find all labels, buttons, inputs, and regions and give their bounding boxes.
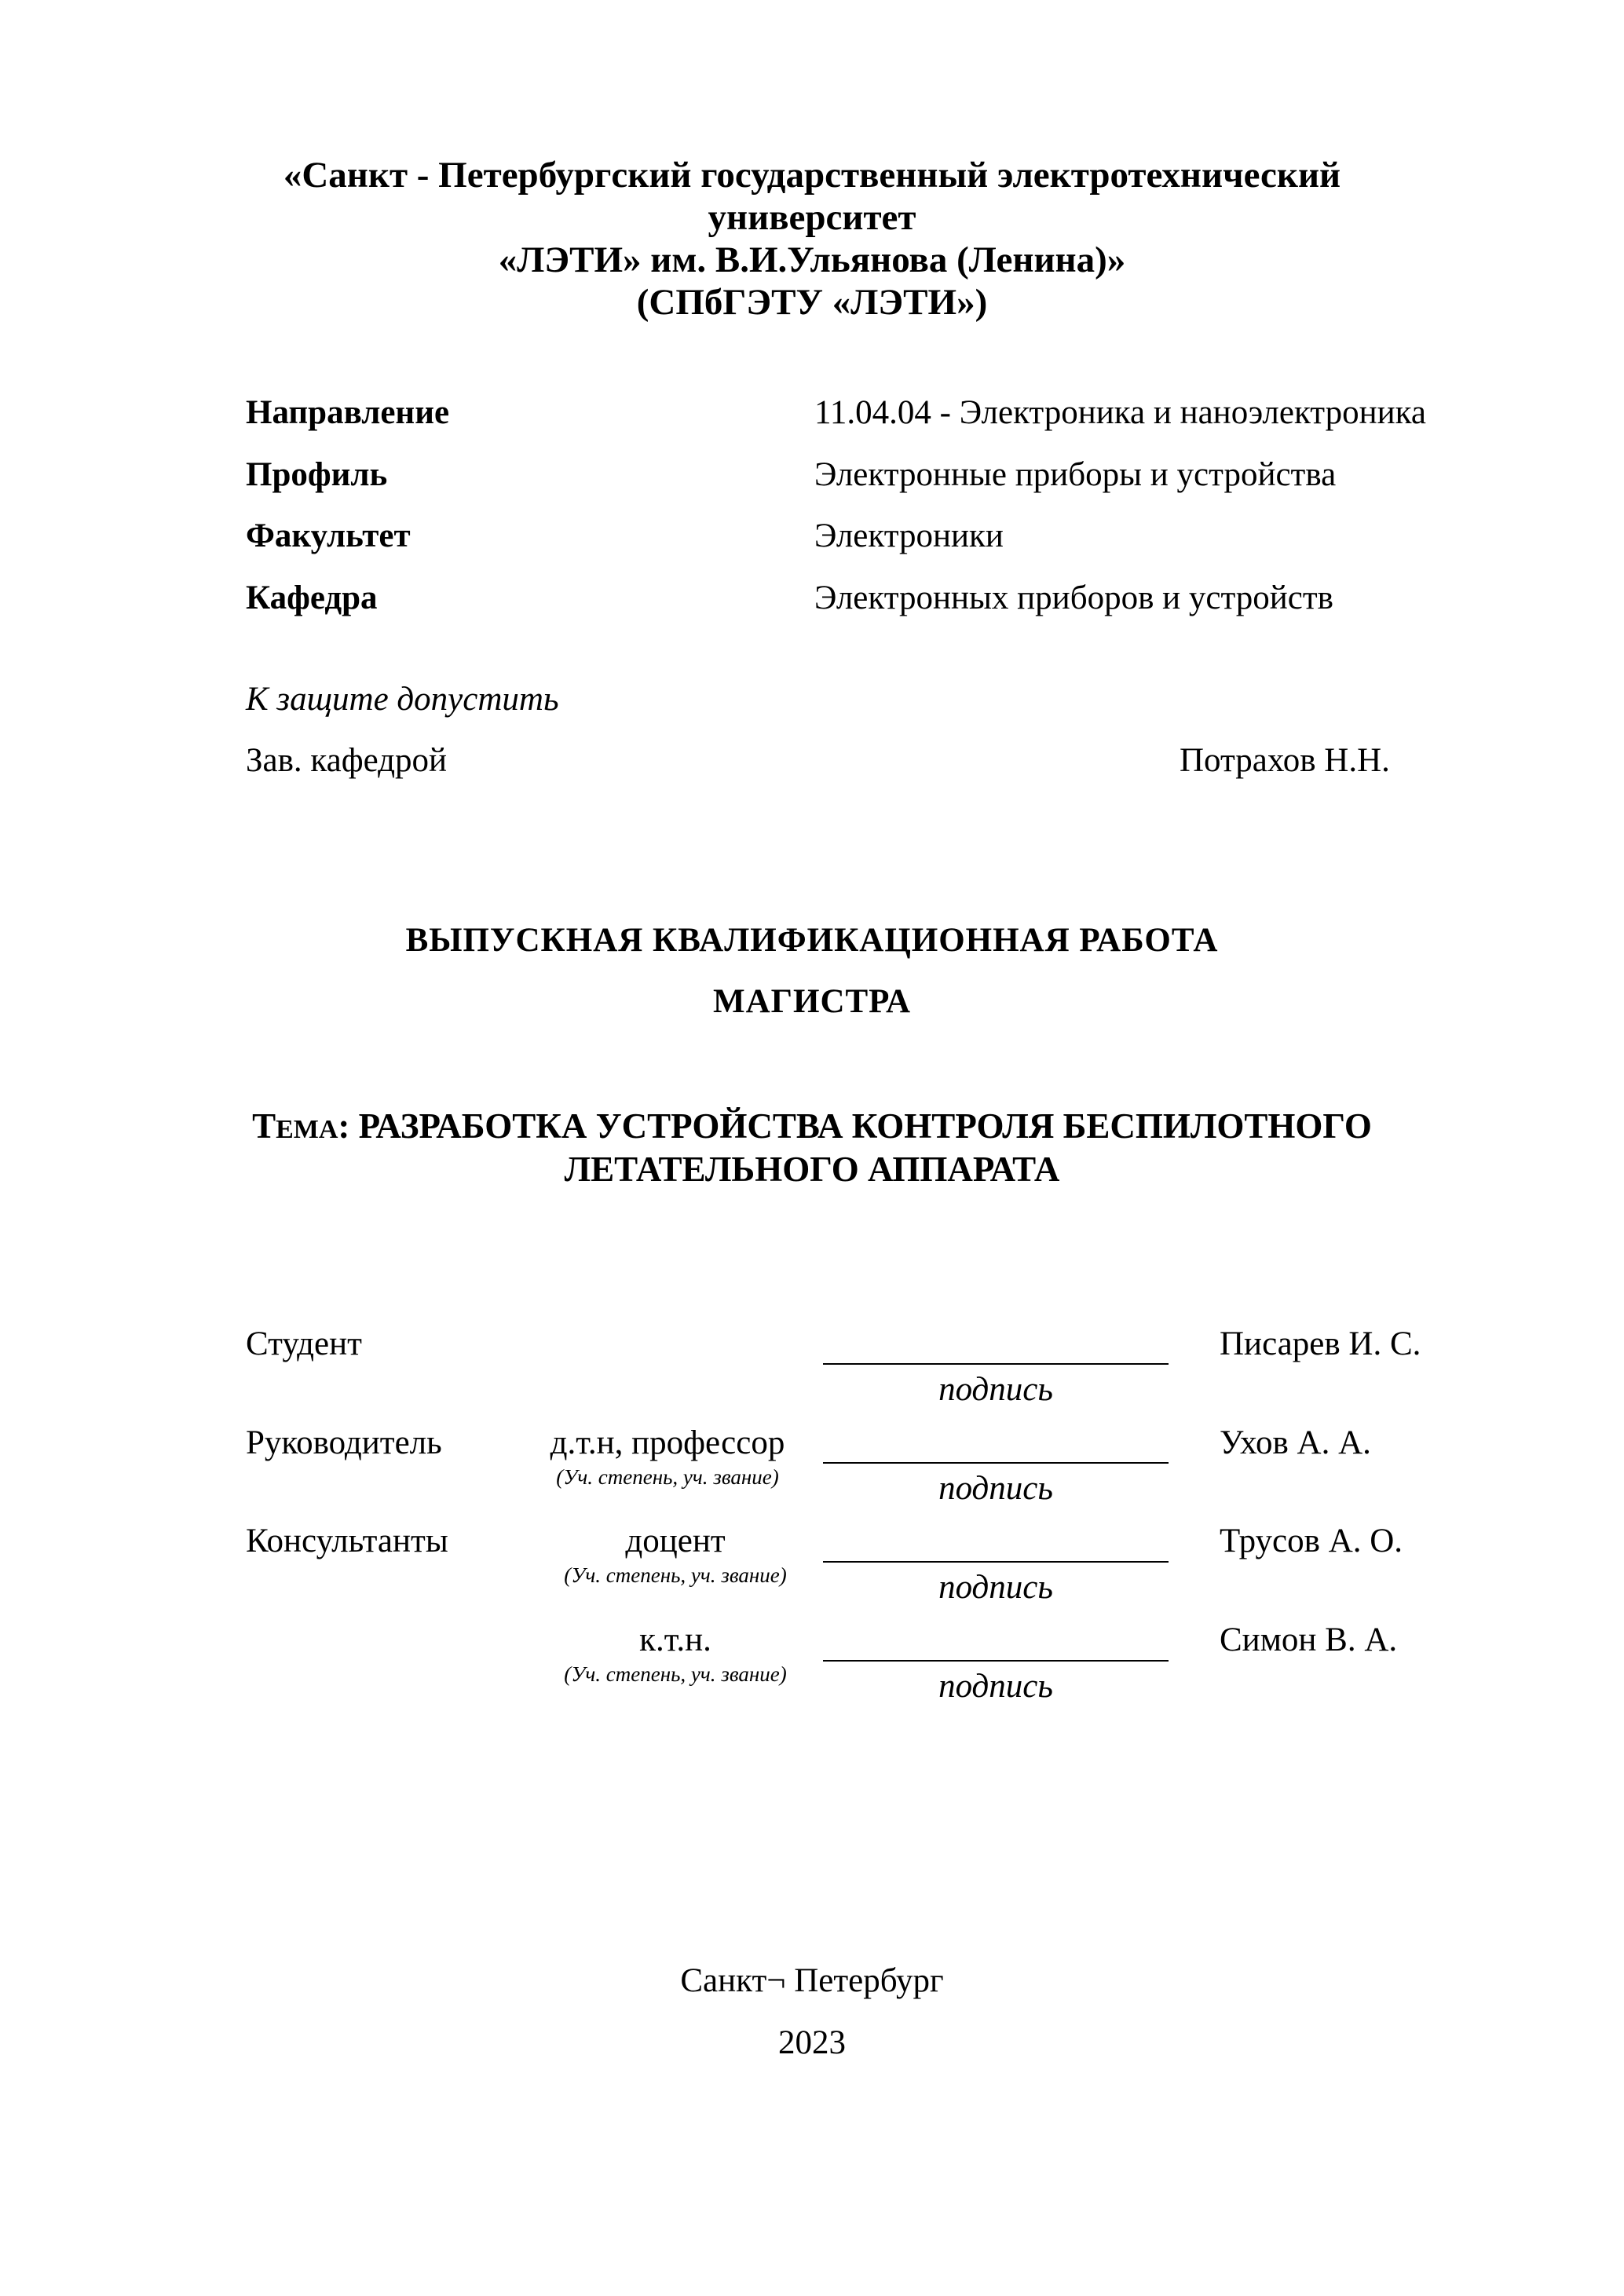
supervisor-role: Руководитель bbox=[246, 1424, 442, 1461]
consultant2-signature-caption: подпись bbox=[938, 1668, 1053, 1705]
topic-colon: : bbox=[338, 1106, 350, 1146]
info-label-direction: Направление bbox=[246, 394, 450, 431]
info-label-department: Кафедра bbox=[246, 579, 378, 616]
university-line-2: университет bbox=[708, 197, 916, 238]
info-value-faculty: Электроники bbox=[814, 517, 1004, 554]
approval-role: Зав. кафедрой bbox=[246, 742, 448, 779]
consultant1-rank: доцент bbox=[625, 1523, 726, 1559]
footer-year: 2023 bbox=[778, 2024, 846, 2061]
supervisor-rank: д.т.н, профессор bbox=[550, 1424, 785, 1461]
info-label-profile: Профиль bbox=[246, 456, 388, 493]
student-name: Писарев И. С. bbox=[1220, 1325, 1421, 1362]
info-label-faculty: Факультет bbox=[246, 517, 411, 554]
topic-text-1: РАЗРАБОТКА УСТРОЙСТВА КОНТРОЛЯ БЕСПИЛОТНОГО bbox=[358, 1106, 1372, 1146]
student-signature-caption: подпись bbox=[938, 1371, 1053, 1408]
university-header bbox=[0, 154, 1624, 324]
info-value-profile: Электронные приборы и устройства bbox=[814, 456, 1337, 493]
info-value-direction: 11.04.04 - Электроника и наноэлектроника bbox=[814, 394, 1426, 431]
consultants-role: Консультанты bbox=[246, 1523, 448, 1559]
student-signature-line bbox=[823, 1363, 1169, 1365]
approval-name: Потрахов Н.Н. bbox=[1180, 742, 1390, 779]
consultant2-name: Симон В. А. bbox=[1220, 1621, 1398, 1658]
supervisor-signature-line bbox=[823, 1462, 1169, 1464]
topic-line-2: ЛЕТАТЕЛЬНОГО АППАРАТА bbox=[564, 1150, 1060, 1189]
supervisor-rank-caption: (Уч. степень, уч. звание) bbox=[556, 1465, 779, 1489]
university-line-3: «ЛЭТИ» им. В.И.Ульянова (Ленина)» bbox=[498, 239, 1126, 280]
work-title-line-1: ВЫПУСКНАЯ КВАЛИФИКАЦИОННАЯ РАБОТА bbox=[405, 922, 1219, 959]
topic-line-1 bbox=[0, 1106, 1624, 1150]
consultant2-rank-caption: (Уч. степень, уч. звание) bbox=[564, 1662, 787, 1686]
consultant1-name: Трусов А. О. bbox=[1220, 1523, 1403, 1559]
student-role: Студент bbox=[246, 1325, 362, 1362]
topic-prefix-cap: Т bbox=[252, 1106, 276, 1146]
supervisor-signature-caption: подпись bbox=[938, 1470, 1053, 1507]
university-line-4: (СПбГЭТУ «ЛЭТИ») bbox=[636, 282, 988, 323]
approval-note: К защите допустить bbox=[246, 681, 559, 718]
supervisor-name: Ухов А. А. bbox=[1220, 1424, 1371, 1461]
consultant1-rank-caption: (Уч. степень, уч. звание) bbox=[564, 1563, 787, 1587]
work-title-line-2: МАГИСТРА bbox=[713, 983, 911, 1020]
university-line-1: «Санкт - Петербургский государственный электротехнический bbox=[283, 155, 1341, 196]
consultant2-rank: к.т.н. bbox=[639, 1621, 711, 1658]
topic-prefix-rest: ЕМА bbox=[276, 1115, 338, 1144]
consultant2-signature-line bbox=[823, 1660, 1169, 1662]
footer-city: Санкт¬ Петербург bbox=[680, 1962, 944, 1999]
info-value-department: Электронных приборов и устройств bbox=[814, 579, 1333, 616]
consultant1-signature-line bbox=[823, 1561, 1169, 1563]
consultant1-signature-caption: подпись bbox=[938, 1569, 1053, 1606]
